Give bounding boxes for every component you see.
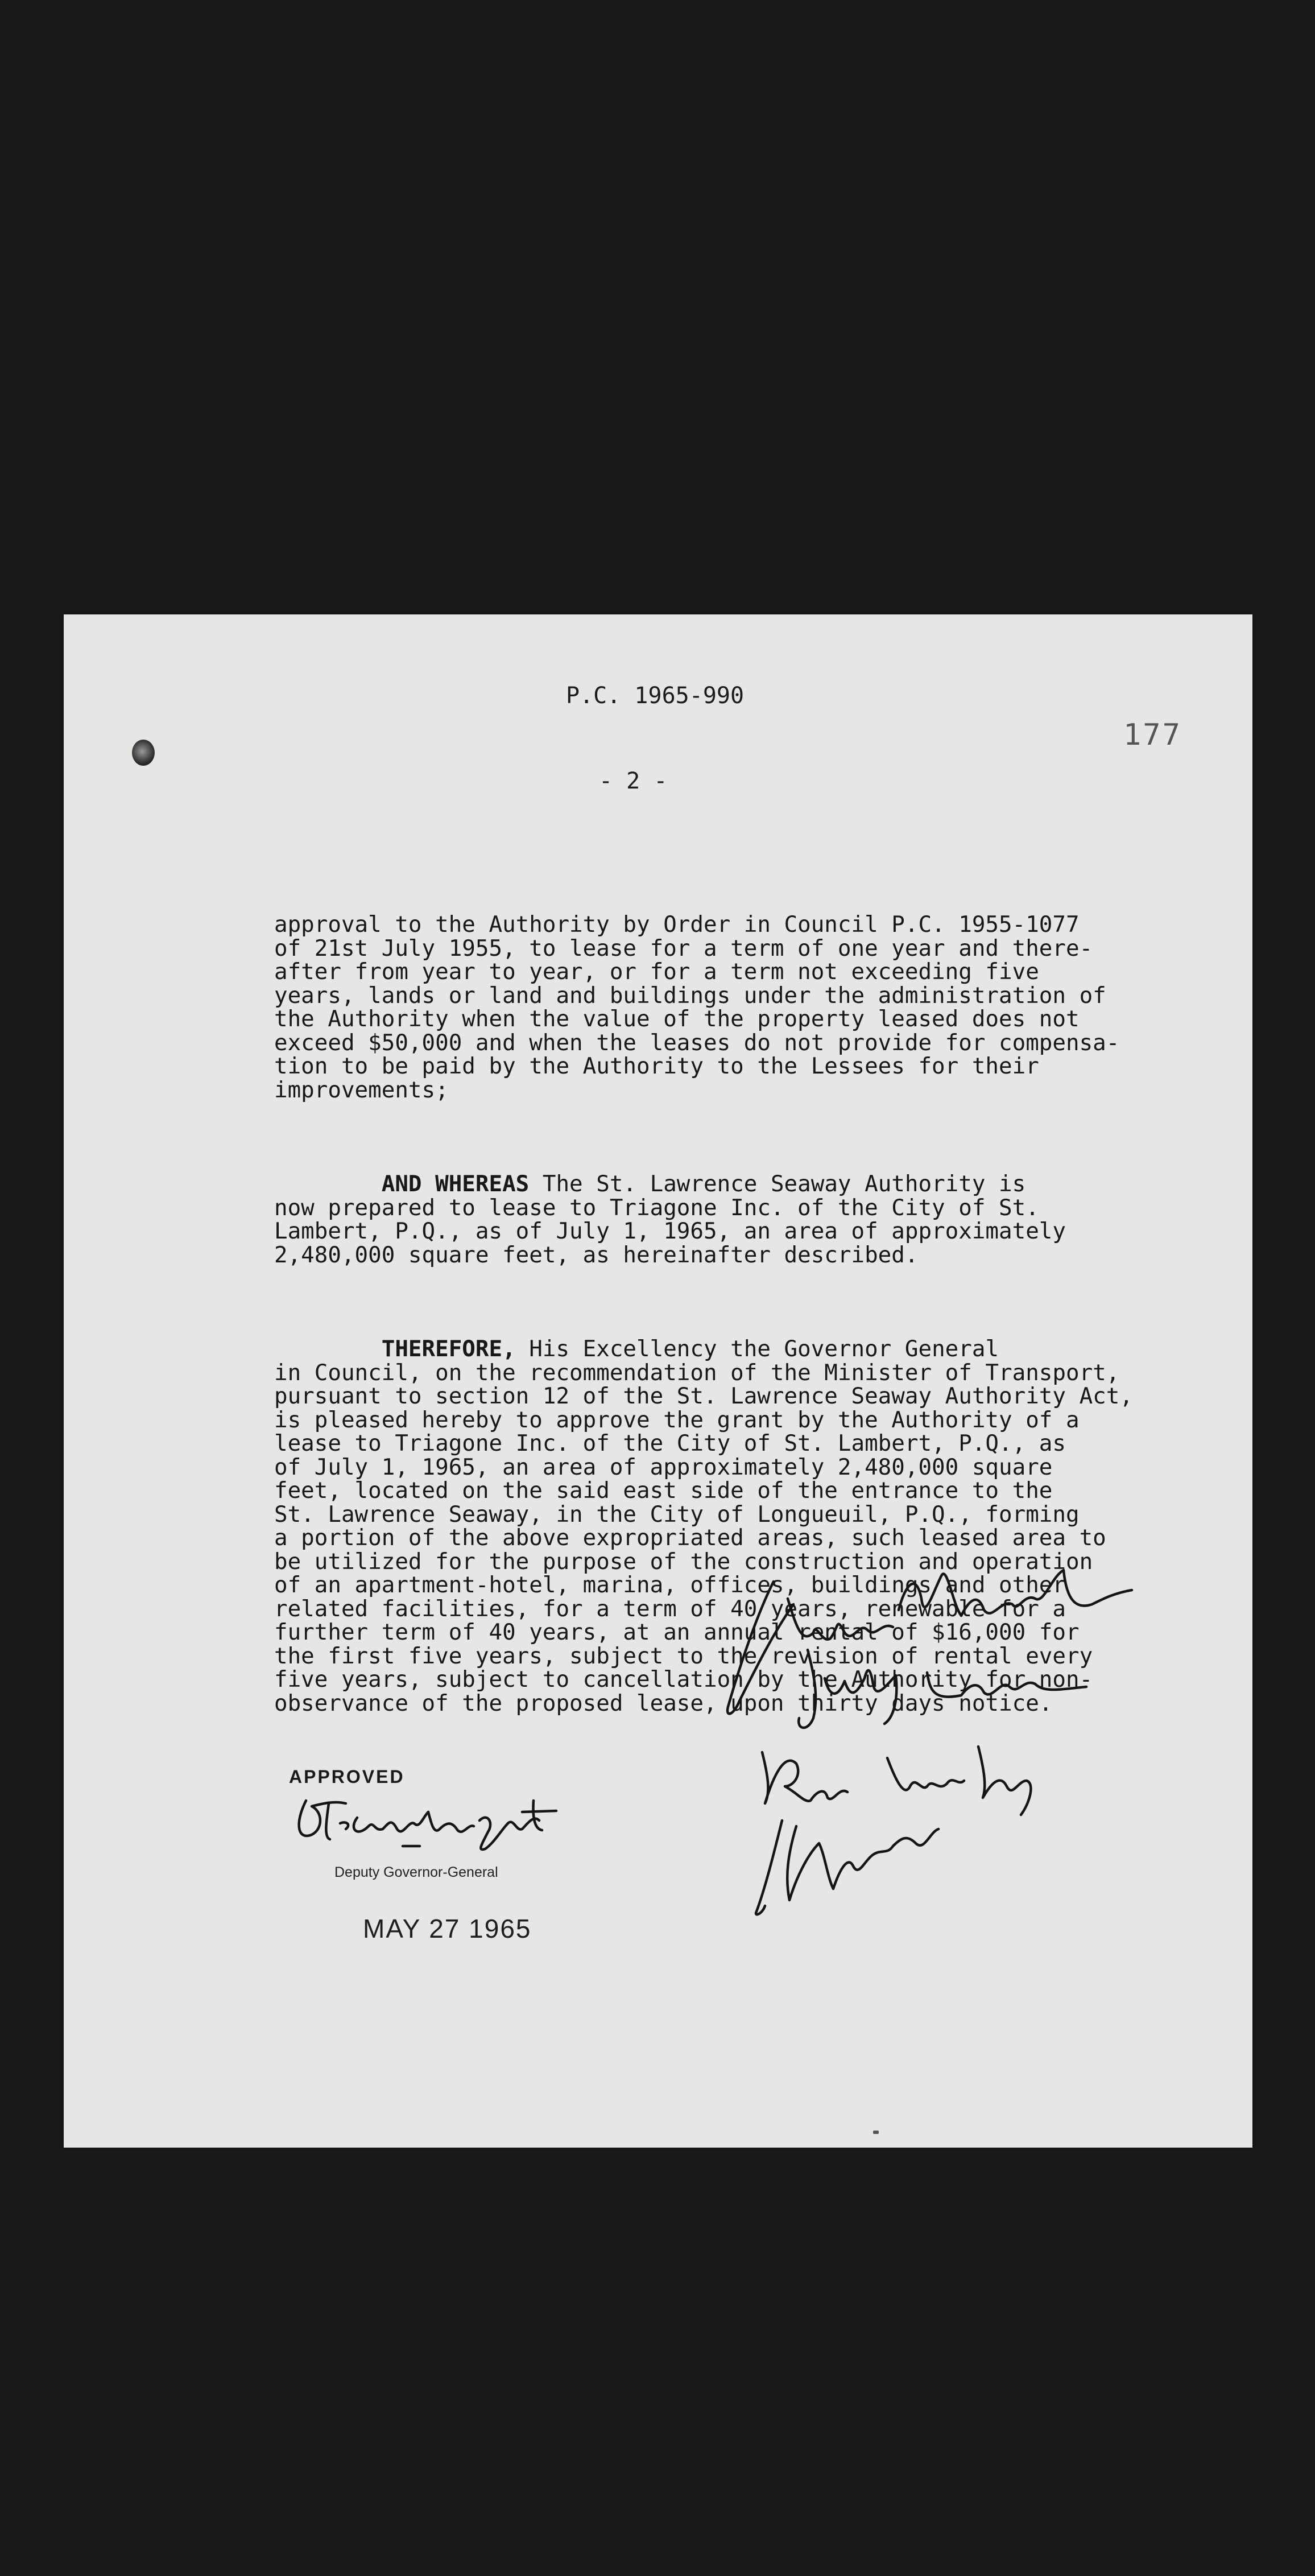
text-line: His Excellency the Governor General [515,1336,999,1362]
deputy-governor-general-title: Deputy Governor-General [334,1864,498,1880]
text-line: the first five years, subject to the revision of rental every [274,1643,1093,1669]
text-line: lease to Triagone Inc. of the City of St. Lambert, P.Q., as [274,1431,1066,1456]
text-line: years, lands or land and buildings under the administration of [274,982,1106,1009]
signature-judy-lamarsh [799,1650,1086,1728]
page-number: 177 [1123,718,1182,752]
text-line: five years, subject to cancellation by the Authority for non- [274,1667,1093,1692]
page-speck [873,2131,879,2134]
text-line: observance of the proposed lease, upon thirty days notice. [274,1690,1053,1716]
text-line: the Authority when the value of the property leased does not [274,1006,1080,1032]
text-line: approval to the Authority by Order in Council P.C. 1955-1077 [274,912,1080,938]
text-line: of July 1, 1965, an area of approximately 2,480,000 square [274,1454,1053,1480]
paragraph-lead: AND WHEREAS [381,1171,530,1197]
text-line: now prepared to lease to Triagone Inc. of the City of St. [274,1195,1039,1221]
text-line: further term of 40 years, at an annual rental of $16,000 for [274,1620,1080,1645]
paragraph-approval [274,913,1252,1102]
text-line: feet, located on the said east side of the entrance to the [274,1478,1053,1504]
text-line: be utilized for the purpose of the construction and operation [274,1549,1093,1575]
text-line: after from year to year, or for a term not exceeding five [274,959,1039,985]
approved-label: APPROVED [289,1766,405,1787]
text-line: a portion of the above expropriated areas, such leased area to [274,1525,1106,1551]
approval-date-stamp: MAY 27 1965 [363,1914,532,1943]
text-line: is pleased hereby to approve the grant by the Authority of a [274,1407,1080,1433]
text-line: related facilities, for a term of 40 years, renewable for a [274,1596,1066,1622]
text-line: St. Lawrence Seaway, in the City of Longueuil, P.Q., forming [274,1501,1080,1528]
approval-block [289,1766,585,1943]
text-line: in Council, on the recommendation of the Minister of Transport, [274,1360,1120,1386]
text-line: 2,480,000 square feet, as hereinafter described. [274,1242,919,1268]
page-sequence: - 2 - [599,768,668,794]
text-line: improvements; [274,1077,449,1103]
paragraph-lead: THEREFORE, [381,1336,516,1362]
text-line: of 21st July 1955, to lease for a term of one year and there- [274,935,1093,961]
text-line: pursuant to section 12 of the St. Lawrence Seaway Authority Act, [274,1384,1133,1409]
text-line: tion to be paid by the Authority to the Lessees for their [274,1054,1039,1079]
text-line: Lambert, P.Q., as of July 1, 1965, an area of approximately [274,1219,1066,1244]
deputy-governor-signature [289,1789,562,1852]
order-in-council-number: P.C. 1965-990 [566,683,745,709]
signature-j-nicholson [756,1820,938,1914]
text-line: exceed $50,000 and when the leases do not provide for compensa- [274,1030,1120,1056]
text-line: The St. Lawrence Seaway Authority is [529,1171,1026,1197]
signature-rene-tremblay [762,1747,1031,1815]
signature-watson-macnaughton [727,1570,1132,1714]
text-line: of an apartment-hotel, marina, offices, buildings and other [274,1572,1066,1598]
punch-hole [132,740,155,766]
paragraph-whereas [274,1173,1252,1267]
ministers-signatures [643,1536,1223,1923]
